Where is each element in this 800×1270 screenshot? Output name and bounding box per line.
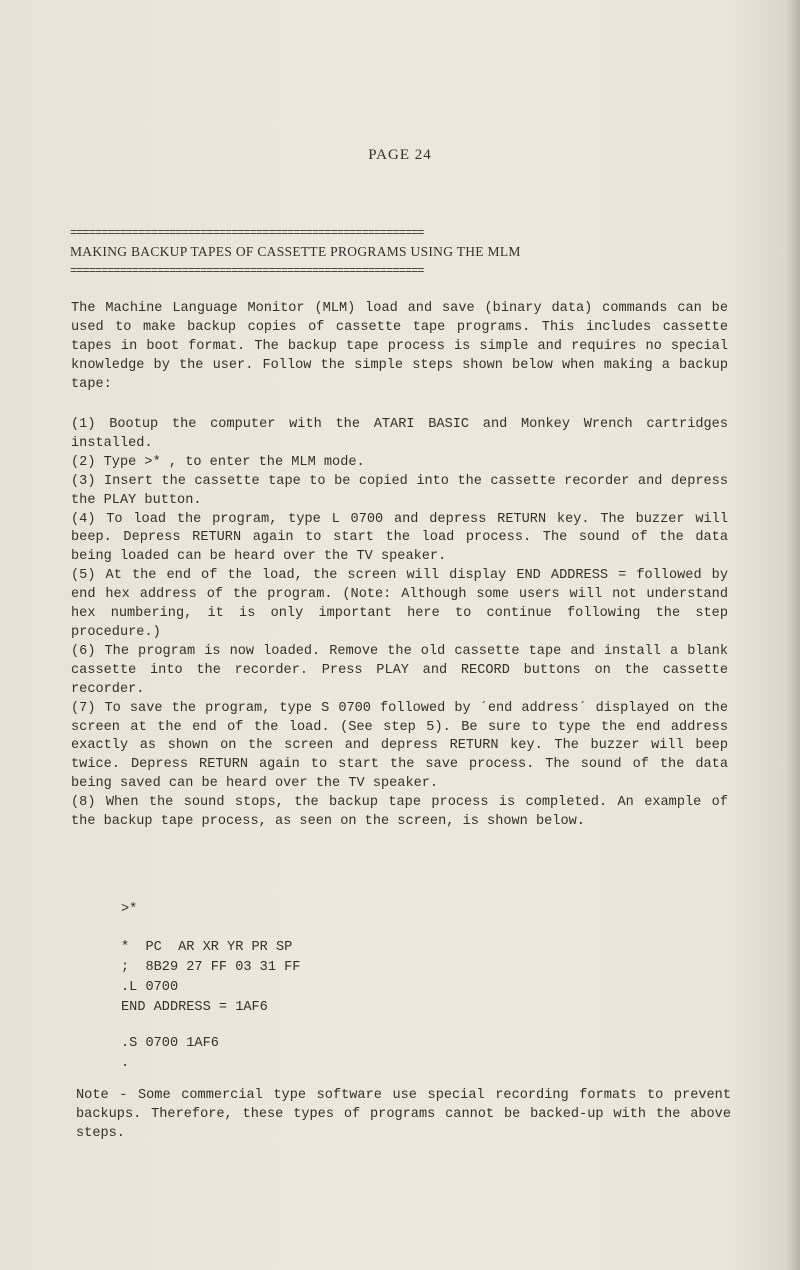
step-item: (4) To load the program, type L 0700 and depress RETURN key. The buzzer will beep. Depress RETURN again to start the load process. The sound of the data being loaded can be heard over the TV speaker. <box>71 511 728 565</box>
example-save-command: .S 0700 1AF6 <box>121 1036 219 1051</box>
example-register-block <box>121 938 300 1018</box>
heading-rule-bottom: ========================================================= <box>70 265 424 277</box>
step-item: (6) The program is now loaded. Remove the old cassette tape and install a blank cassette into the recorder. Press PLAY and RECORD buttons on the cassette recorder. <box>71 643 728 697</box>
example-cursor-dot: . <box>121 1056 130 1071</box>
intro-paragraph: The Machine Language Monitor (MLM) load and save (binary data) commands can be used to make backup copies of cassette tape programs. This includes cassette tapes in boot format. The backup tape process is simple and requires no special knowledge by the user. Follow the simple steps shown below when making a backup tape: <box>71 301 728 392</box>
step-item: (3) Insert the cassette tape to be copied into the cassette recorder and depress the PLAY button. <box>71 473 728 508</box>
example-end-address: END ADDRESS = 1AF6 <box>121 1000 268 1015</box>
step-item: (8) When the sound stops, the backup tape process is completed. An example of the backup tape process, as seen on the screen, is shown below. <box>71 795 728 830</box>
example-registers-values: ; 8B29 27 FF 03 31 FF <box>121 960 301 975</box>
example-save-block <box>121 1034 219 1074</box>
example-prompt: >* <box>121 902 138 917</box>
step-item: (2) Type >* , to enter the MLM mode. <box>71 454 365 470</box>
example-registers-header: * PC AR XR YR PR SP <box>121 940 293 955</box>
step-item: (5) At the end of the load, the screen will display END ADDRESS = followed by end hex address of the program. (Note: Although some users will not understand hex numbering, it is only important here to continue following the step procedure.) <box>71 568 728 640</box>
step-item: (7) To save the program, type S 0700 followed by ´end address´ displayed on the screen at the end of the load. (See step 5). Be sure to type the end address exactly as shown on the screen and depress RETURN key. The buzzer will beep twice. Depress RETURN again to start the save process. The sound of the data being saved can be heard over the TV speaker. <box>71 700 728 792</box>
example-load-command: .L 0700 <box>121 980 179 995</box>
page-spine-shadow <box>786 0 800 1270</box>
heading-rule-top: ========================================================= <box>70 227 424 239</box>
step-item: (1) Bootup the computer with the ATARI BASIC and Monkey Wrench cartridges installed. <box>71 417 728 451</box>
page-number: PAGE 24 <box>368 147 432 163</box>
steps-list <box>71 416 728 832</box>
section-heading: MAKING BACKUP TAPES OF CASSETTE PROGRAMS USING THE MLM <box>70 244 521 259</box>
closing-note: Note - Some commercial type software use special recording formats to prevent backups. Therefore, these types of programs cannot be backed-up with the above steps. <box>76 1088 731 1141</box>
